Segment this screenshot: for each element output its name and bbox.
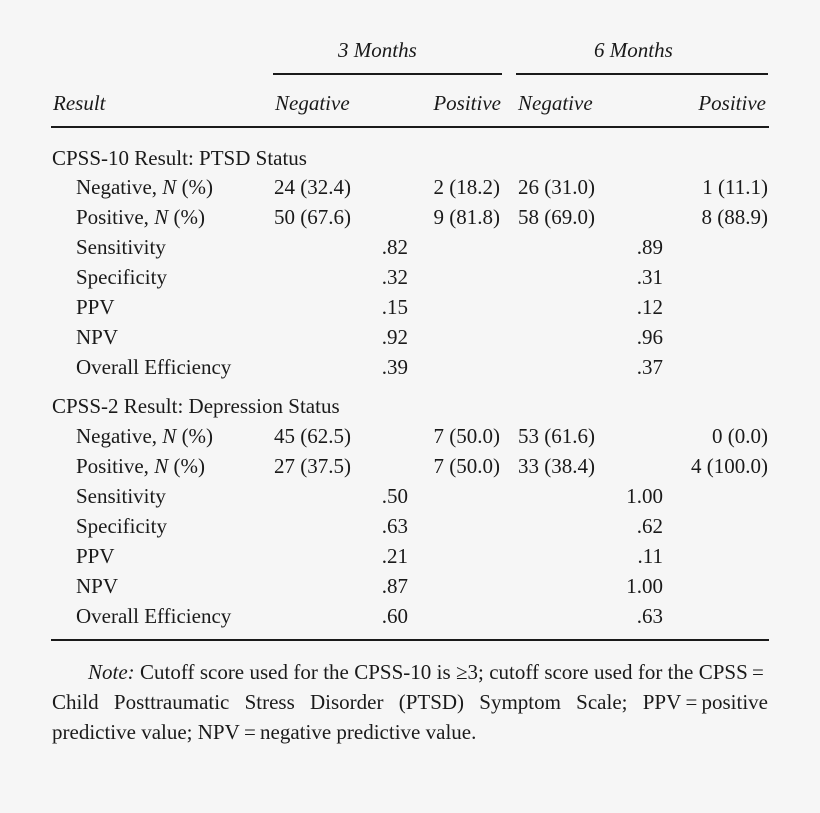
- metric-value-6m: .62: [636, 514, 663, 538]
- section2-title: CPSS-2 Result: Depression Status: [52, 394, 340, 418]
- metric-value-3m: .50: [381, 484, 408, 508]
- row-label: Positive, N (%): [76, 205, 205, 229]
- cell-neg-6m: 33 (38.4): [518, 454, 595, 478]
- metric-value-3m: .21: [381, 544, 408, 568]
- table-note: [52, 657, 768, 747]
- row-label: Negative, N (%): [76, 424, 214, 448]
- cell-pos-6m: 0 (0.0): [712, 424, 768, 448]
- metric-label: Specificity: [76, 265, 167, 289]
- rule-3-months: [273, 73, 502, 75]
- row-label: Positive, N (%): [76, 454, 205, 478]
- header-negative-6m: Negative: [518, 91, 593, 115]
- cell-neg-6m: 53 (61.6): [518, 424, 595, 448]
- metric-value-6m: .12: [636, 295, 663, 319]
- metric-value-3m: .87: [381, 574, 408, 598]
- header-positive-6m: Positive: [698, 91, 766, 115]
- metric-label: NPV: [76, 325, 119, 349]
- metric-label: Specificity: [76, 514, 167, 538]
- metric-value-3m: .15: [381, 295, 408, 319]
- cell-neg-6m: 58 (69.0): [518, 205, 595, 229]
- cell-neg-3m: 50 (67.6): [274, 205, 351, 229]
- metric-value-6m: .96: [636, 325, 663, 349]
- cell-neg-3m: 45 (62.5): [274, 424, 351, 448]
- cell-pos-3m: 2 (18.2): [433, 175, 500, 199]
- rule-6-months: [516, 73, 768, 75]
- metric-value-6m: .89: [636, 235, 663, 259]
- cell-pos-6m: 4 (100.0): [691, 454, 768, 478]
- metric-value-6m: 1.00: [626, 574, 663, 598]
- metric-value-3m: .60: [381, 604, 408, 628]
- metric-value-3m: .92: [381, 325, 408, 349]
- header-6-months: 6 Months: [594, 38, 673, 62]
- metric-value-3m: .82: [381, 235, 408, 259]
- note-text: Cutoff score used for the CPSS-10 is ≥3; cutoff score used for the CPSS = Child Posttraumatic Stress Disorder (PTSD) Symptom Scale; PPV = positive predictive value; NPV = negative predictive value.: [52, 660, 768, 744]
- header-bottom-rule: [51, 126, 769, 128]
- metric-value-3m: .63: [381, 514, 408, 538]
- cell-neg-3m: 27 (37.5): [274, 454, 351, 478]
- metric-value-3m: .39: [381, 355, 408, 379]
- metric-label: Overall Efficiency: [76, 604, 232, 628]
- metric-label: NPV: [76, 574, 119, 598]
- metric-value-3m: .32: [381, 265, 408, 289]
- cell-pos-3m: 7 (50.0): [433, 454, 500, 478]
- section1-title: CPSS-10 Result: PTSD Status: [52, 146, 307, 170]
- metric-label: Overall Efficiency: [76, 355, 232, 379]
- metric-label: PPV: [76, 544, 115, 568]
- metric-value-6m: 1.00: [626, 484, 663, 508]
- metric-value-6m: .11: [637, 544, 663, 568]
- header-result: Result: [53, 91, 106, 115]
- cell-pos-3m: 9 (81.8): [433, 205, 500, 229]
- cell-pos-6m: 1 (11.1): [702, 175, 768, 199]
- header-negative-3m: Negative: [275, 91, 350, 115]
- metric-value-6m: .63: [636, 604, 663, 628]
- row-label: Negative, N (%): [76, 175, 214, 199]
- metric-label: Sensitivity: [76, 484, 166, 508]
- cell-neg-6m: 26 (31.0): [518, 175, 595, 199]
- metric-value-6m: .37: [636, 355, 663, 379]
- cell-neg-3m: 24 (32.4): [274, 175, 351, 199]
- note-label: Note:: [88, 660, 135, 684]
- metric-label: Sensitivity: [76, 235, 166, 259]
- table-bottom-rule: [51, 639, 769, 641]
- metric-label: PPV: [76, 295, 115, 319]
- cell-pos-6m: 8 (88.9): [701, 205, 768, 229]
- cell-pos-3m: 7 (50.0): [433, 424, 500, 448]
- header-positive-3m: Positive: [433, 91, 501, 115]
- metric-value-6m: .31: [636, 265, 663, 289]
- header-3-months: 3 Months: [338, 38, 417, 62]
